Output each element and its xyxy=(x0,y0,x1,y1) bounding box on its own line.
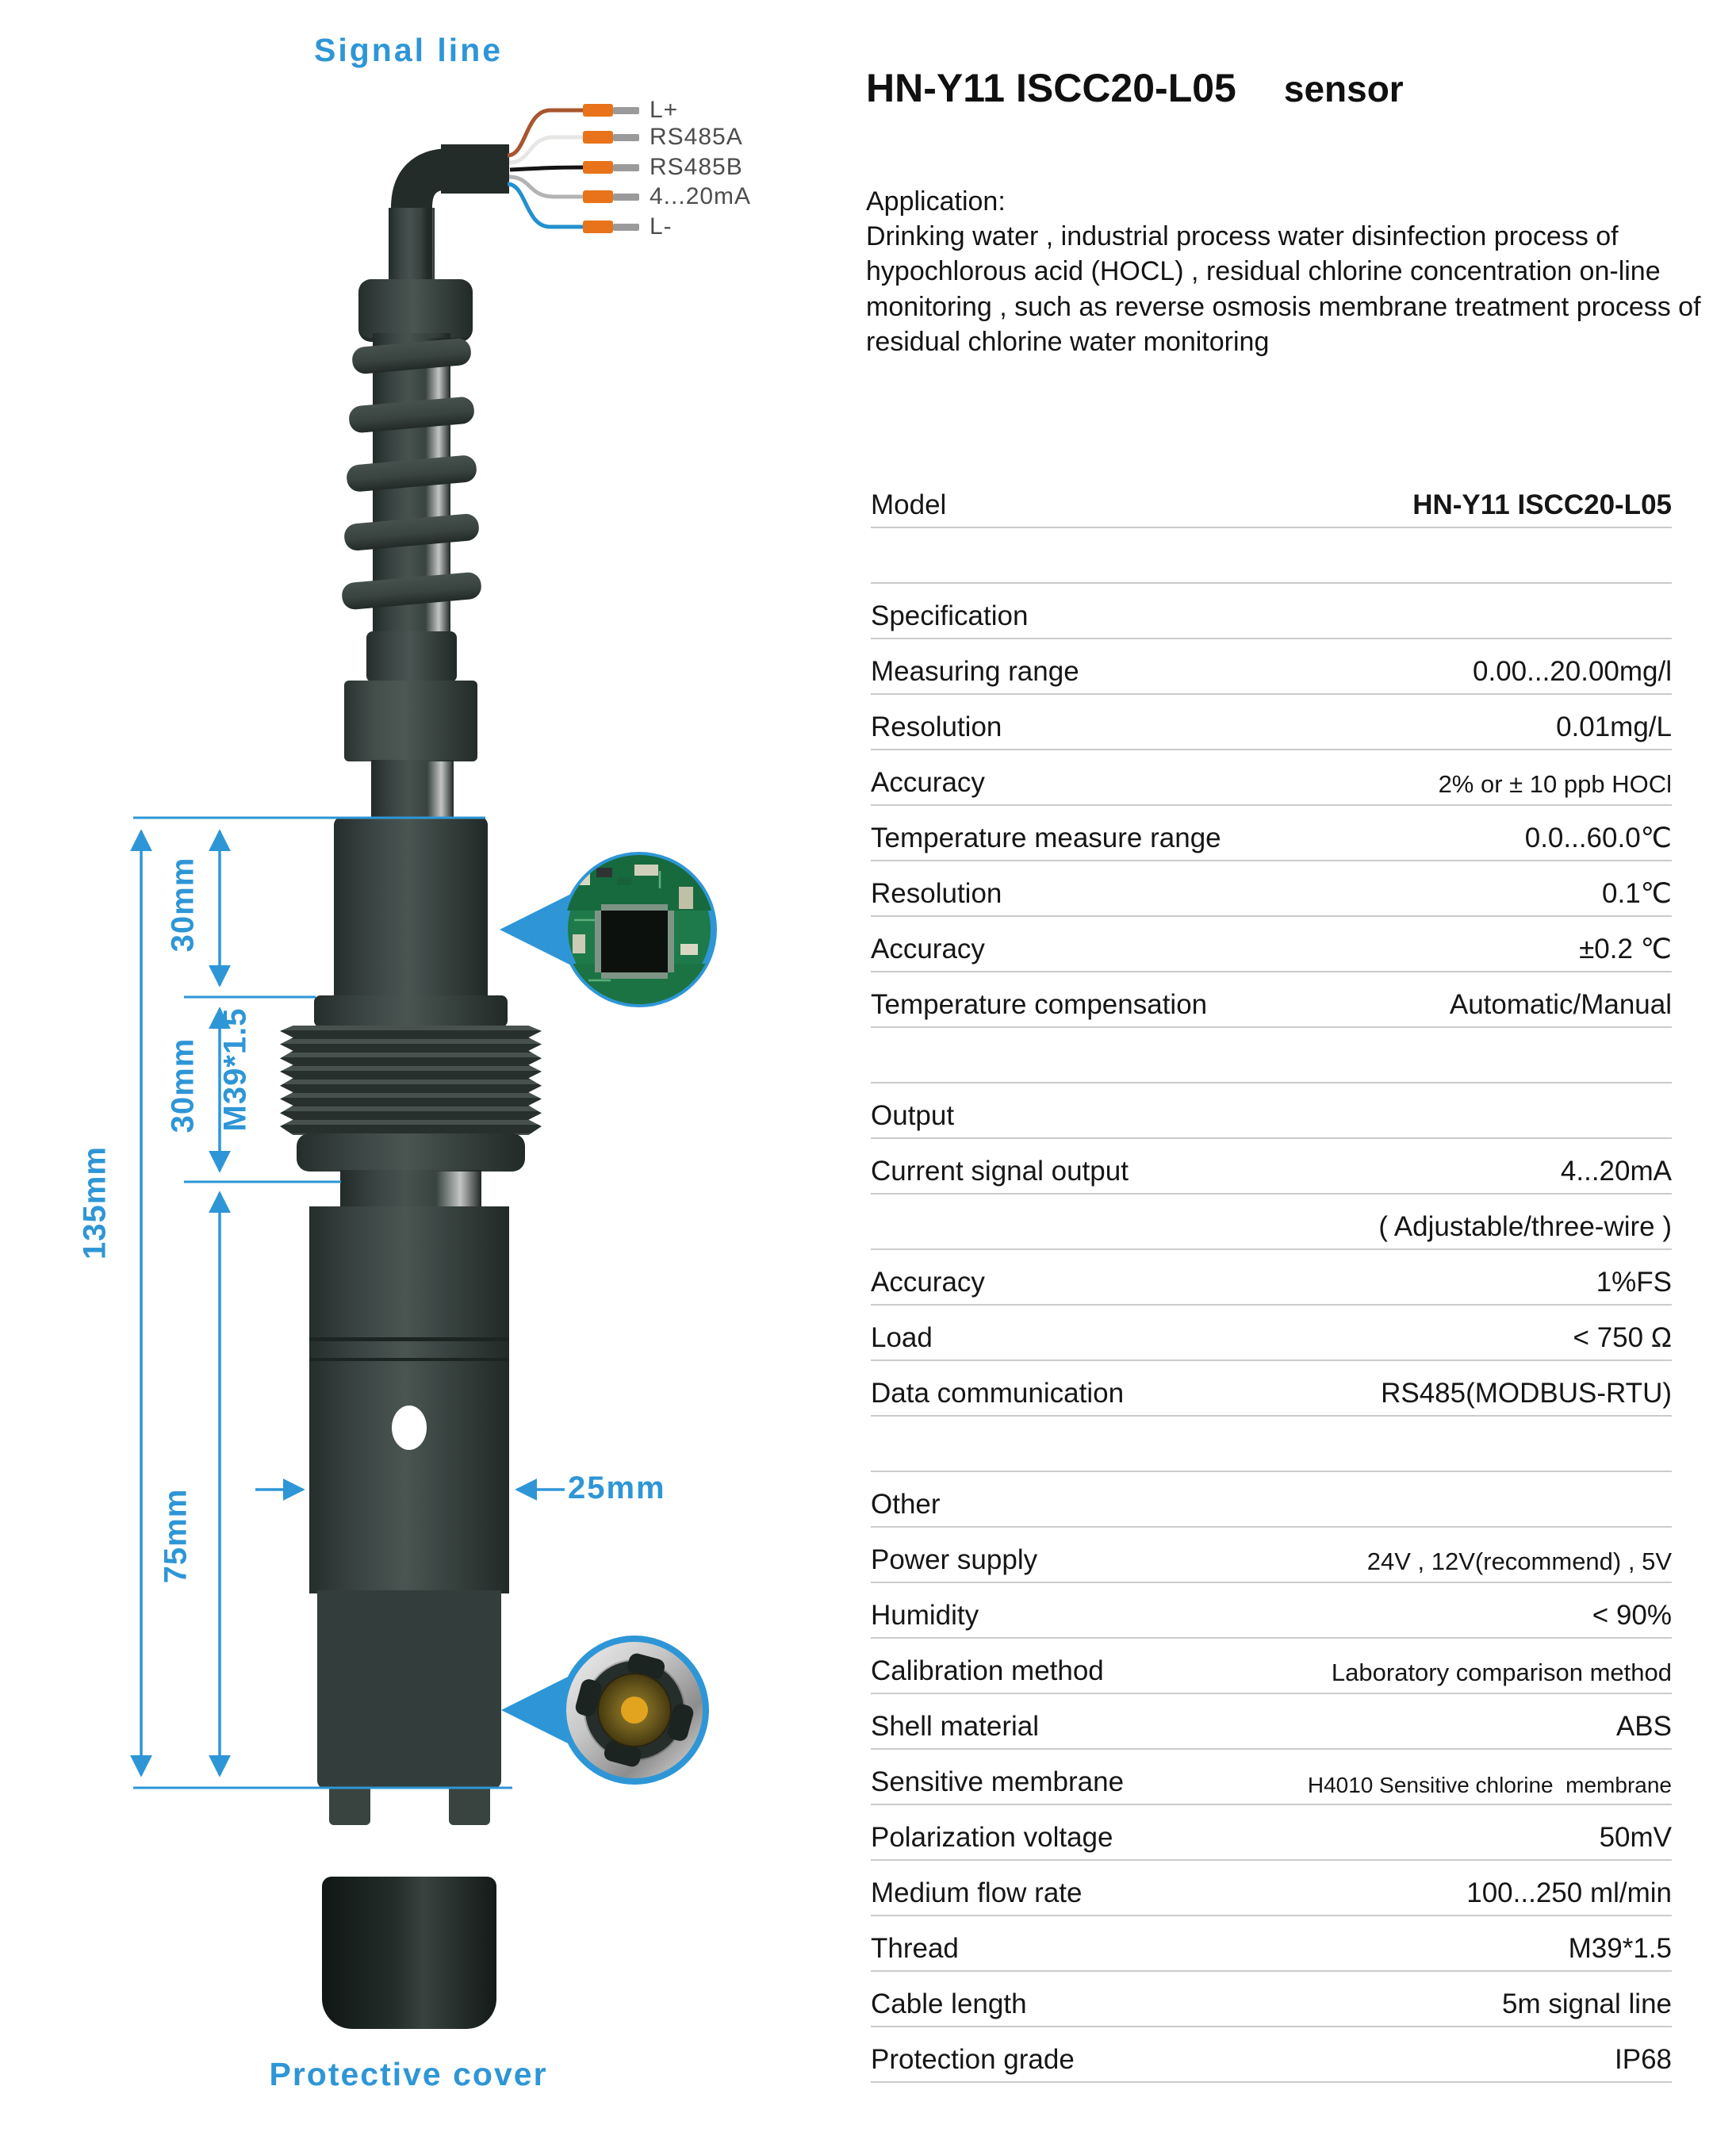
signal-line-label: Signal line xyxy=(314,32,504,68)
table-row xyxy=(871,1972,1672,2027)
row-value: 5m signal line xyxy=(1502,1988,1672,2019)
row-value: HN-Y11 ISCC20-L05 xyxy=(1412,489,1672,520)
row-value: 24V , 12V(recommend) , 5V xyxy=(1366,1547,1672,1575)
row-value: 0.0...60.0℃ xyxy=(1524,823,1672,853)
ferrule-tip-icon xyxy=(613,134,639,141)
row-label: Power supply xyxy=(871,1544,1038,1575)
ferrule-tip-icon xyxy=(613,164,639,171)
dim-label-75mm: 75mm xyxy=(158,1488,194,1584)
row-label: Current signal output xyxy=(871,1156,1129,1187)
row-label: Accuracy xyxy=(871,1267,985,1298)
row-label: Sensitive membrane xyxy=(871,1766,1125,1797)
table-section-header xyxy=(871,1472,1672,1528)
ferrule-icon xyxy=(583,221,613,233)
row-label: Accuracy xyxy=(871,767,985,798)
row-value: ( Adjustable/three-wire ) xyxy=(1378,1211,1672,1242)
row-label: Protection grade xyxy=(871,2044,1075,2075)
table-row xyxy=(871,1694,1672,1750)
row-value: < 90% xyxy=(1592,1600,1672,1631)
row-value: Automatic/Manual xyxy=(1449,989,1672,1020)
table-spacer-row xyxy=(871,1028,1672,1083)
table-section-header xyxy=(871,584,1672,639)
left-diagram-panel xyxy=(0,0,857,2136)
row-value: H4010 Sensitive chlorine membrane xyxy=(1307,1773,1672,1797)
row-value: 0.00...20.00mg/l xyxy=(1473,656,1672,687)
table-row xyxy=(871,972,1672,1028)
row-label: Accuracy xyxy=(871,934,985,964)
row-value: 100...250 ml/min xyxy=(1466,1877,1672,1908)
dimension-art xyxy=(0,0,857,2136)
row-label: Data communication xyxy=(871,1378,1125,1409)
table-spacer-row xyxy=(871,528,1672,584)
ferrule-tip-icon xyxy=(613,194,639,201)
wire-row xyxy=(583,155,743,179)
protective-cover-label: Protective cover xyxy=(269,2056,548,2092)
table-row xyxy=(871,917,1672,972)
row-label: Shell material xyxy=(871,1711,1040,1742)
table-row xyxy=(871,695,1672,750)
row-label: Resolution xyxy=(871,878,1002,909)
row-value: Laboratory comparison method xyxy=(1331,1659,1672,1686)
table-row xyxy=(871,1361,1672,1417)
spec-table xyxy=(871,473,1672,2083)
dim-label-135mm: 135mm xyxy=(77,1146,113,1260)
row-value: 1%FS xyxy=(1596,1267,1672,1298)
row-label: Calibration method xyxy=(871,1655,1104,1686)
row-value: IP68 xyxy=(1615,2044,1672,2075)
row-label: Temperature measure range xyxy=(871,823,1221,853)
ferrule-icon xyxy=(583,190,613,203)
row-value: M39*1.5 xyxy=(1568,1933,1672,1964)
table-row xyxy=(871,806,1672,861)
row-label: Humidity xyxy=(871,1600,979,1631)
table-row xyxy=(871,473,1672,528)
wire-label: L- xyxy=(650,213,673,240)
ferrule-icon xyxy=(583,161,613,174)
table-row xyxy=(871,861,1672,917)
dim-label-30mm-middle: 30mm xyxy=(165,1037,201,1133)
table-row xyxy=(871,1528,1672,1583)
table-row xyxy=(871,750,1672,806)
row-value: 0.01mg/L xyxy=(1556,711,1672,742)
table-row xyxy=(871,1805,1672,1861)
row-label: Medium flow rate xyxy=(871,1877,1083,1908)
wire-row xyxy=(583,125,743,149)
ferrule-icon xyxy=(583,104,613,117)
table-row xyxy=(871,1639,1672,1694)
application-text: Drinking water , industrial process water disinfection process of hypochlorous acid (HOCL) , residual chlorine concentration on-line monitoring , such as reverse osmosis membrane treatment process of residual chlorine water monitoring xyxy=(866,221,1701,357)
wire-row xyxy=(583,185,751,209)
wire-label: L+ xyxy=(650,97,679,123)
dim-label-m39: M39*1.5 xyxy=(217,1007,253,1132)
application-label: Application: xyxy=(866,186,1006,217)
row-value: < 750 Ω xyxy=(1573,1322,1672,1353)
ferrule-icon xyxy=(583,131,613,144)
wire-label: 4...20mA xyxy=(650,183,752,209)
table-row xyxy=(871,1306,1672,1361)
table-row xyxy=(871,1195,1672,1250)
wire-row xyxy=(583,215,673,239)
section-title: Specification xyxy=(871,600,1029,631)
table-row xyxy=(871,1916,1672,1972)
table-row xyxy=(871,1750,1672,1805)
row-label: Cable length xyxy=(871,1988,1027,2019)
membrane-callout xyxy=(501,1639,706,1781)
model-title: HN-Y11 ISCC20-L05 xyxy=(866,66,1236,110)
table-row xyxy=(871,1583,1672,1639)
row-label: Measuring range xyxy=(871,656,1079,687)
row-value: 50mV xyxy=(1599,1822,1672,1853)
page-title xyxy=(866,65,1404,111)
ferrule-tip-icon xyxy=(613,107,639,114)
ferrule-tip-icon xyxy=(613,224,639,231)
row-value: 0.1℃ xyxy=(1602,878,1672,909)
dim-label-30mm-upper: 30mm xyxy=(165,857,201,953)
row-value: RS485(MODBUS-RTU) xyxy=(1381,1378,1672,1409)
row-label: Thread xyxy=(871,1933,959,1964)
table-spacer-row xyxy=(871,1417,1672,1472)
row-label: Load xyxy=(871,1322,933,1353)
table-section-header xyxy=(871,1083,1672,1139)
dim-label-25mm: 25mm xyxy=(568,1471,666,1505)
table-row xyxy=(871,2027,1672,2083)
row-value: ABS xyxy=(1615,1711,1672,1742)
row-label: Resolution xyxy=(871,711,1002,742)
wire-label: RS485B xyxy=(650,154,743,180)
wire-label: RS485A xyxy=(650,124,743,150)
table-row xyxy=(871,1139,1672,1195)
table-row xyxy=(871,1861,1672,1916)
pcb-callout xyxy=(500,855,715,1007)
row-value: 2% or ± 10 ppb HOCl xyxy=(1438,770,1672,798)
section-title: Output xyxy=(871,1100,955,1131)
row-label: Polarization voltage xyxy=(871,1822,1113,1853)
row-label: Model xyxy=(871,489,947,520)
section-title: Other xyxy=(871,1489,941,1520)
table-row xyxy=(871,1250,1672,1306)
table-row xyxy=(871,639,1672,695)
application-block xyxy=(866,184,1736,359)
wire-row xyxy=(583,98,678,122)
model-subtitle: sensor xyxy=(1283,68,1404,109)
row-value: ±0.2 ℃ xyxy=(1579,934,1672,964)
row-value: 4...20mA xyxy=(1560,1156,1672,1187)
row-label: Temperature compensation xyxy=(871,989,1208,1020)
